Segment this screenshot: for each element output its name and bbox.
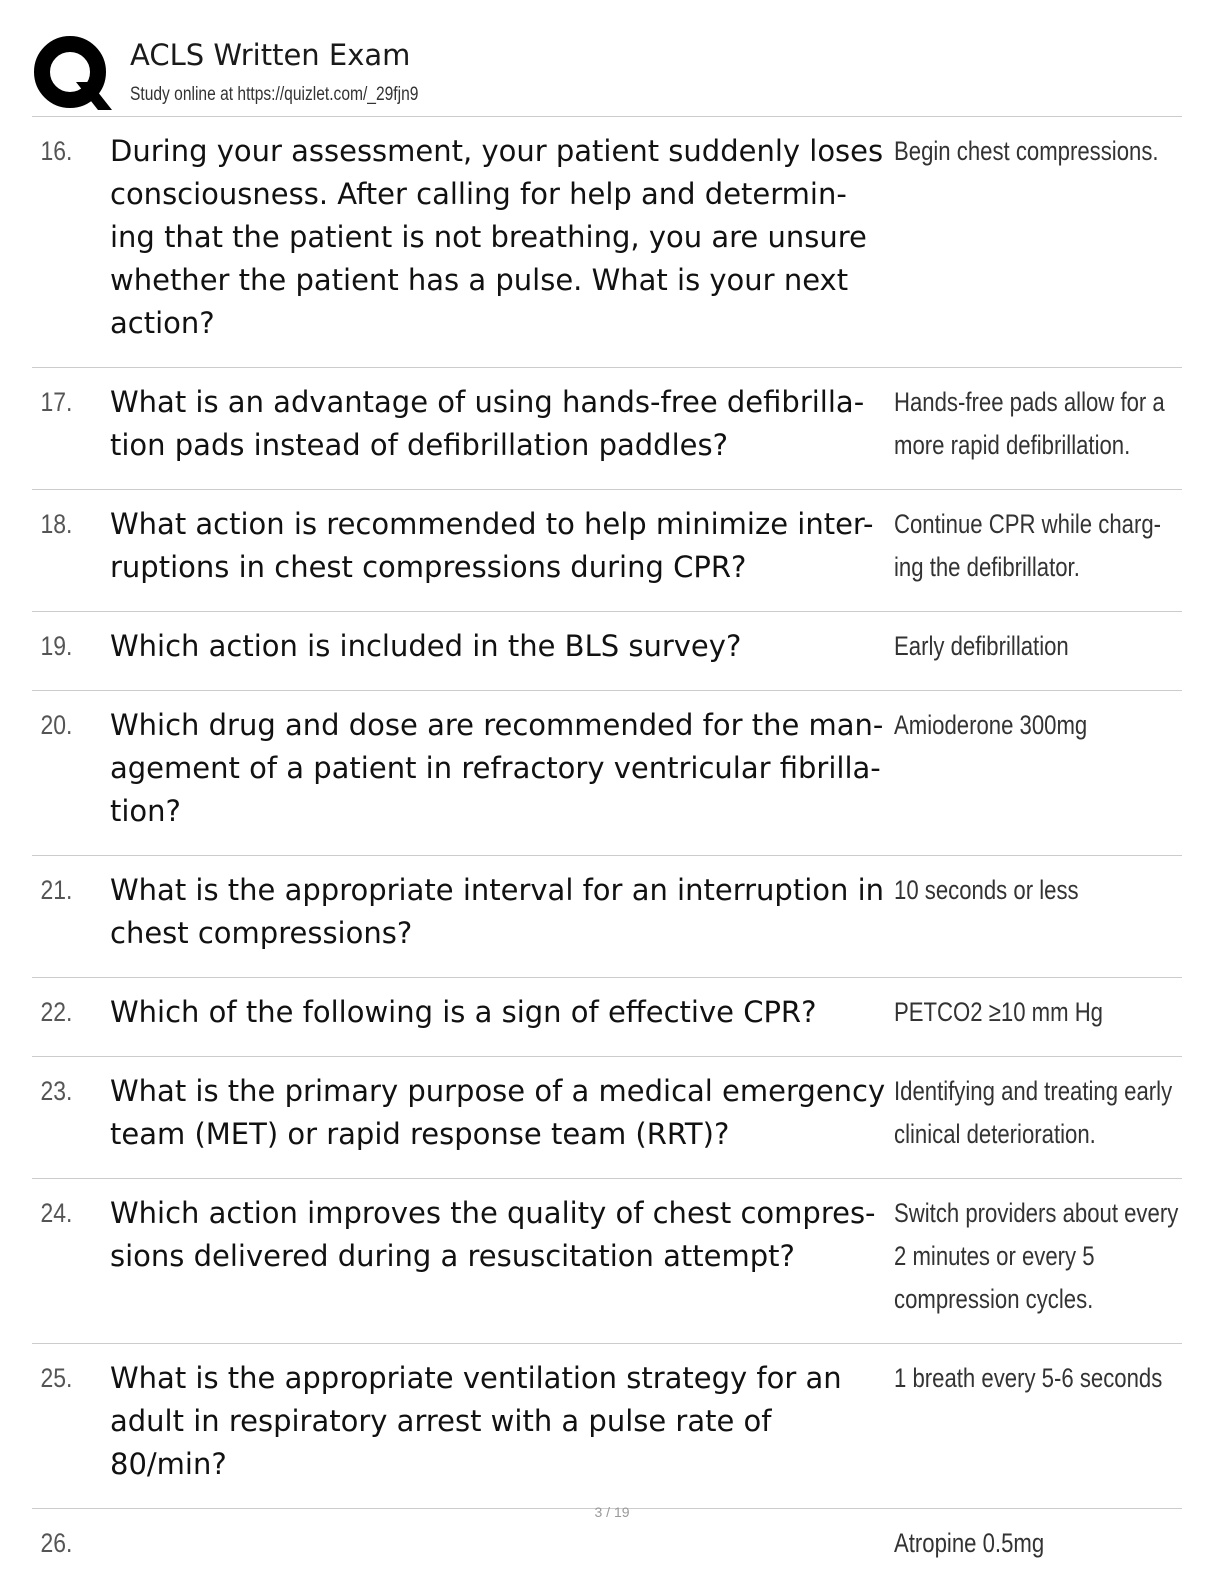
card-number: 25. — [40, 1363, 73, 1393]
card-definition: Begin chest compressions. — [894, 136, 1159, 166]
page-number: 3 / 19 — [594, 1504, 630, 1520]
flashcard-row — [32, 1344, 1182, 1509]
document-title: ACLS Written Exam — [130, 38, 411, 72]
card-number: 24. — [40, 1198, 73, 1228]
card-definition: 10 seconds or less — [894, 875, 1079, 905]
card-term: What is the appropriate ventilation strategy for an adult in respiratory arrest with a pulse rate of 80/min? — [110, 1361, 842, 1481]
card-number: 17. — [40, 387, 73, 417]
card-term: Which drug and dose are recommended for the man- agement of a patient in refractory ventricular fibrilla- tion? — [110, 708, 884, 828]
card-number: 21. — [40, 875, 73, 905]
flashcard-row — [32, 856, 1182, 978]
card-term: What action is recommended to help minimize inter- ruptions in chest compressions during CPR? — [110, 507, 874, 584]
card-number: 16. — [40, 136, 73, 166]
card-term: During your assessment, your patient suddenly loses consciousness. After calling for help and determin- ing that the patient is not breathing, you are unsure whether the patient has a pulse. What is your next action? — [110, 134, 884, 340]
flashcard-row — [32, 1179, 1182, 1344]
card-term: Which action improves the quality of chest compres- sions delivered during a resuscitation attempt? — [110, 1196, 876, 1273]
card-term — [110, 1522, 894, 1565]
card-definition: Identifying and treating early clinical deterioration. — [894, 1076, 1173, 1149]
flashcard-list — [32, 117, 1182, 1584]
card-definition: Amioderone 300mg — [894, 710, 1088, 740]
card-definition: Atropine 0.5mg — [894, 1528, 1045, 1558]
card-number: 18. — [40, 509, 73, 539]
card-term: What is the primary purpose of a medical emergency team (MET) or rapid response team (RRT)? — [110, 1074, 886, 1151]
flashcard-row — [32, 978, 1182, 1057]
flashcard-row — [32, 1057, 1182, 1179]
card-number: 23. — [40, 1076, 73, 1106]
page-header — [32, 30, 1182, 118]
card-number: 22. — [40, 997, 73, 1027]
quizlet-q-logo-icon — [32, 34, 112, 114]
card-number: 19. — [40, 631, 73, 661]
flashcard-row — [32, 1509, 1182, 1584]
card-term: Which of the following is a sign of effective CPR? — [110, 995, 817, 1029]
card-term: Which action is included in the BLS survey? — [110, 629, 742, 663]
card-term: What is the appropriate interval for an interruption in chest compressions? — [110, 873, 885, 950]
card-definition: Early defibrillation — [894, 631, 1069, 661]
flashcard-row — [32, 117, 1182, 368]
card-term: What is an advantage of using hands-free defibrilla- tion pads instead of defibrillation paddles? — [110, 385, 865, 462]
card-definition: PETCO2 ≥10 mm Hg — [894, 997, 1104, 1027]
flashcard-row — [32, 612, 1182, 691]
study-link-text[interactable]: Study online at https://quizlet.com/_29fjn9 — [130, 84, 419, 105]
flashcard-row — [32, 691, 1182, 856]
card-definition: Continue CPR while charg- ing the defibrillator. — [894, 509, 1162, 582]
card-number: 20. — [40, 710, 73, 740]
card-definition: 1 breath every 5-6 seconds — [894, 1363, 1163, 1393]
card-definition: Switch providers about every 2 minutes or every 5 compression cycles. — [894, 1198, 1179, 1314]
card-number: 26. — [40, 1528, 73, 1558]
flashcard-row — [32, 368, 1182, 490]
flashcard-row — [32, 490, 1182, 612]
card-definition: Hands-free pads allow for a more rapid defibrillation. — [894, 387, 1165, 460]
